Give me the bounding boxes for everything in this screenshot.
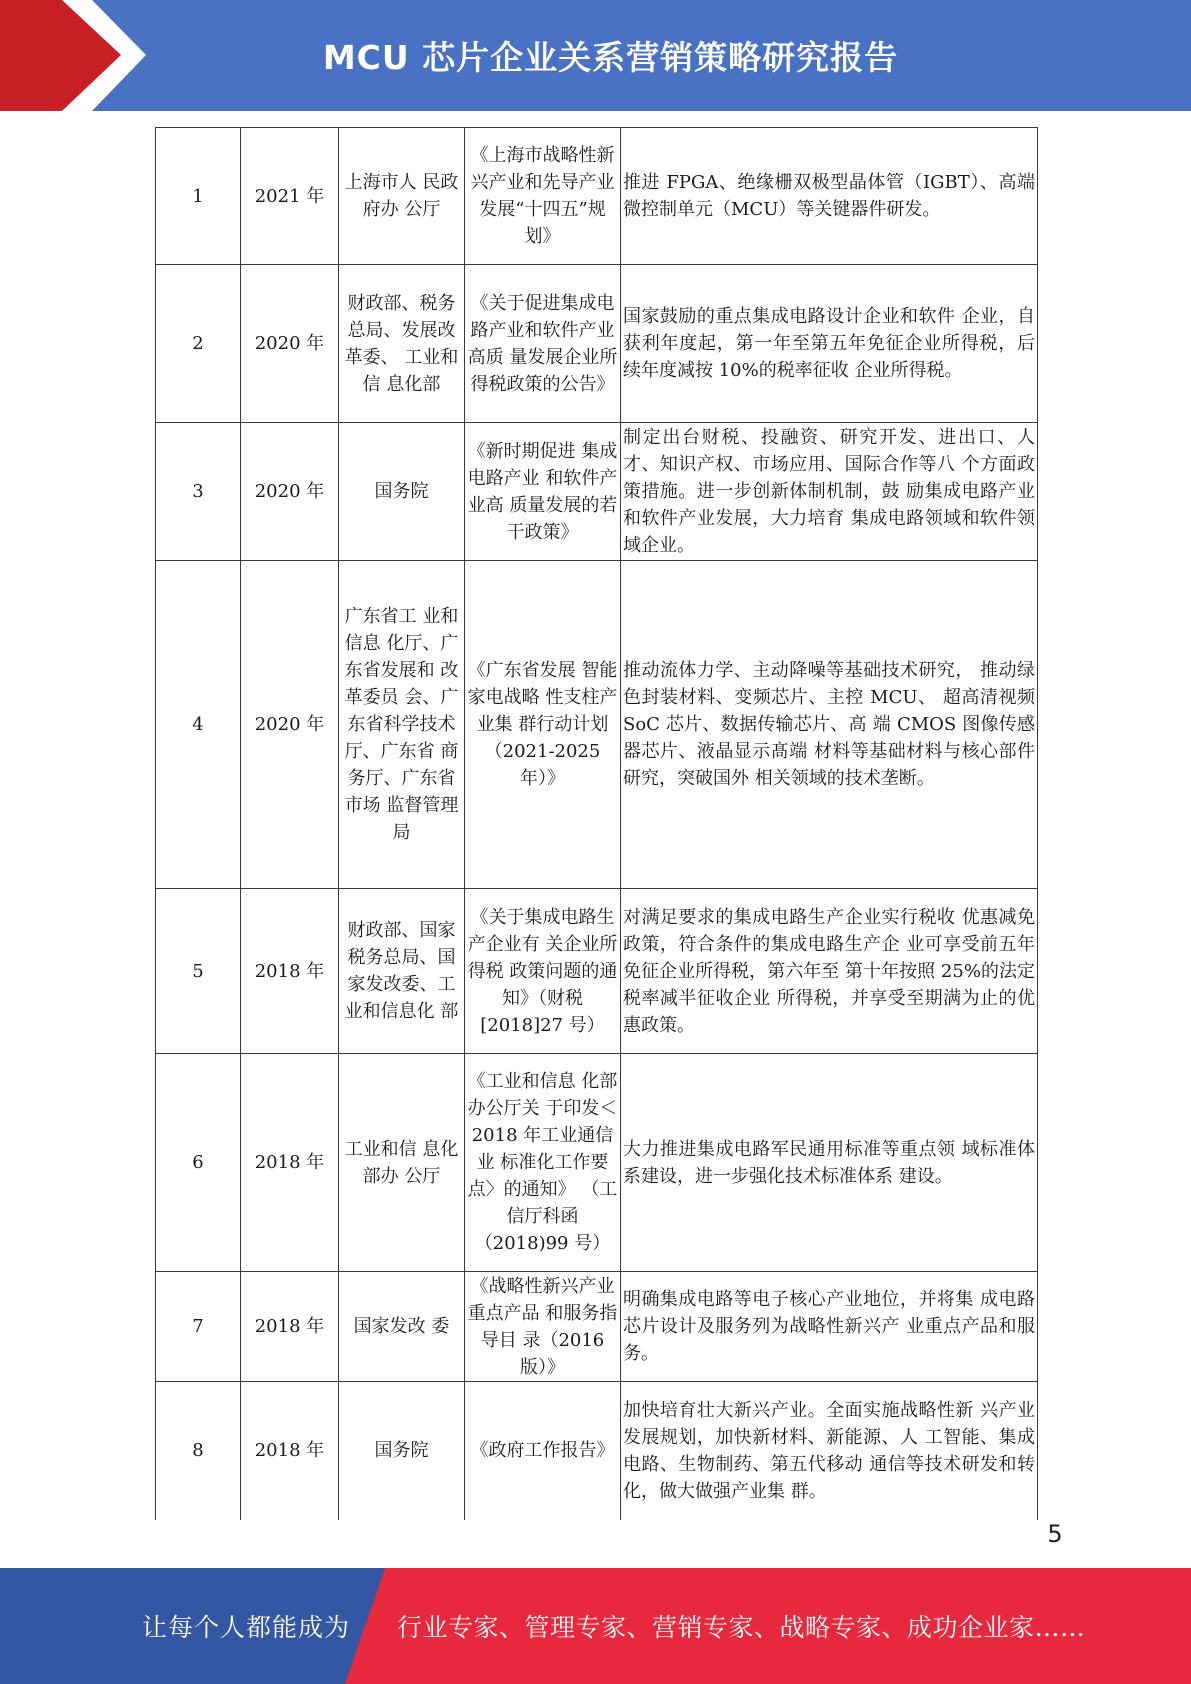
row-year: 2018 年: [241, 1054, 339, 1272]
row-issuer: 上海市人 民政府办 公厅: [339, 128, 465, 265]
row-description: 国家鼓励的重点集成电路设计企业和软件 企业，自获利年度起，第一年至第五年免征企业所得税，后续年度减按 10%的税率征收 企业所得税。: [621, 265, 1038, 423]
row-document: 《政府工作报告》: [465, 1382, 621, 1520]
row-document: 《关于促进集成电路产业和软件产业高质 量发展企业所 得税政策的公告》: [465, 265, 621, 423]
row-description: 加快培育壮大新兴产业。全面实施战略性新 兴产业发展规划，加快新材料、新能源、人 工智能、集成电路、生物制药、第五代移动 通信等技术研发和转化，做大做强产业集 群。: [621, 1382, 1038, 1520]
row-issuer: 国家发改 委: [339, 1272, 465, 1382]
report-title: MCU 芯片企业关系营销策略研究报告: [322, 38, 899, 77]
row-year: 2018 年: [241, 1382, 339, 1520]
table-row: [156, 128, 1038, 265]
row-year: 2020 年: [241, 561, 339, 889]
row-description: 明确集成电路等电子核心产业地位，并将集 成电路芯片设计及服务列为战略性新兴产 业重点产品和服务。: [621, 1272, 1038, 1382]
table-row: [156, 423, 1038, 561]
row-description: 推进 FPGA、绝缘栅双极型晶体管（IGBT）、高端微控制单元（MCU）等关键器件研发。: [621, 128, 1038, 265]
row-document: 《工业和信息 化部办公厅关 于印发＜2018 年工业通信业 标准化工作要 点〉的通知》 （工信厅科函 （2018)99 号）: [465, 1054, 621, 1272]
page-header: [0, 0, 1191, 111]
row-document: 《关于集成电路生产企业有 关企业所得税 政策问题的通知》（财税[2018]27 号）: [465, 889, 621, 1054]
table-row: [156, 265, 1038, 423]
policy-table: [155, 127, 1038, 1520]
row-issuer: 工业和信 息化部办 公厅: [339, 1054, 465, 1272]
row-number: 1: [156, 128, 241, 265]
row-description: 大力推进集成电路军民通用标准等重点领 域标准体系建设，进一步强化技术标准体系 建设。: [621, 1054, 1038, 1272]
row-issuer: 财政部、国家税务总局、国家发改委、工业和信息化 部: [339, 889, 465, 1054]
row-number: 3: [156, 423, 241, 561]
row-number: 7: [156, 1272, 241, 1382]
page-number: 5: [1047, 1520, 1063, 1548]
row-number: 2: [156, 265, 241, 423]
table-row: [156, 1382, 1038, 1520]
table-row: [156, 1272, 1038, 1382]
row-year: 2021 年: [241, 128, 339, 265]
row-issuer: 财政部、税务总局、发展改革委、 工业和信 息化部: [339, 265, 465, 423]
row-description: 制定出台财税、投融资、研究开发、进出口、人才、知识产权、市场应用、国际合作等八 个方面政策措施。进一步创新体制机制，鼓 励集成电路产业和软件产业发展，大力培育 集成电路领域和软件领域企业。: [621, 423, 1038, 561]
row-year: 2018 年: [241, 1272, 339, 1382]
row-issuer: 广东省工 业和信息 化厅、广东省发展和 改革委员 会、广东省科学技术 厅、广东省 商务厅、广东省市场 监督管理 局: [339, 561, 465, 889]
row-number: 8: [156, 1382, 241, 1520]
row-issuer: 国务院: [339, 423, 465, 561]
table-row: [156, 889, 1038, 1054]
row-number: 4: [156, 561, 241, 889]
footer-slogan-left: 让每个人都能成为: [142, 1613, 351, 1642]
row-issuer: 国务院: [339, 1382, 465, 1520]
row-document: 《战略性新兴产业重点产品 和服务指导目 录（2016 版）》: [465, 1272, 621, 1382]
row-year: 2018 年: [241, 889, 339, 1054]
row-description: 对满足要求的集成电路生产企业实行税收 优惠减免政策，符合条件的集成电路生产企 业可享受前五年免征企业所得税，第六年至 第十年按照 25%的法定税率减半征收企业 所得税，并享受至期满为止的优惠政策。: [621, 889, 1038, 1054]
row-year: 2020 年: [241, 265, 339, 423]
row-number: 5: [156, 889, 241, 1054]
row-document: 《广东省发展 智能家电战略 性支柱产业集 群行动计划（2021-2025 年）》: [465, 561, 621, 889]
row-document: 《新时期促进 集成电路产业 和软件产业高 质量发展的若 干政策》: [465, 423, 621, 561]
row-year: 2020 年: [241, 423, 339, 561]
page-footer: [0, 1568, 1191, 1684]
row-number: 6: [156, 1054, 241, 1272]
table-row: [156, 561, 1038, 889]
table-row: [156, 1054, 1038, 1272]
footer-slogan-right: 行业专家、管理专家、营销专家、战略专家、成功企业家……: [397, 1613, 1086, 1642]
row-document: 《上海市战略性新兴产业和先导产业发展“十四五”规划》: [465, 128, 621, 265]
row-description: 推动流体力学、主动降噪等基础技术研究， 推动绿色封装材料、变频芯片、主控 MCU、 超高清视频 SoC 芯片、数据传输芯片、高 端 CMOS 图像传感器芯片、液晶显示髙端 材料等基础材料与核心部件研究，突破国外 相关领域的技术垄断。: [621, 561, 1038, 889]
